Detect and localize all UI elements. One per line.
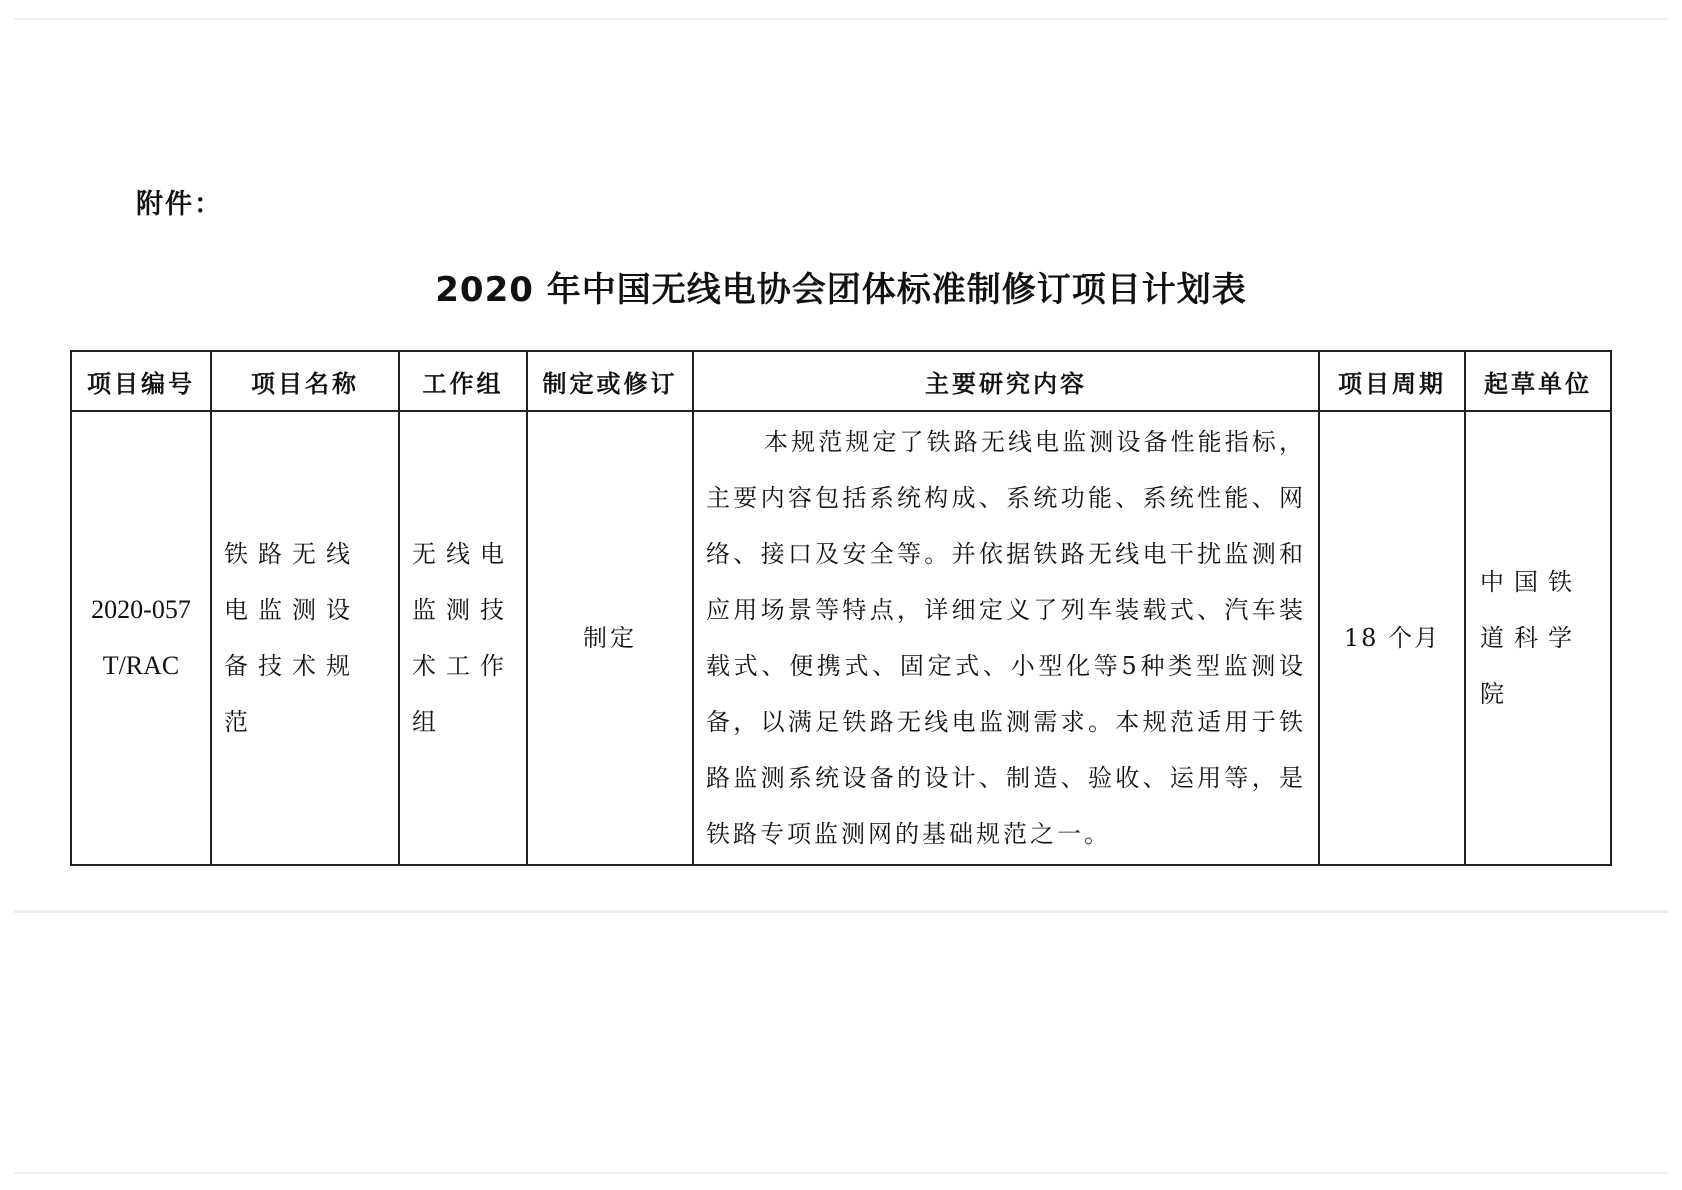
cell-type: 制定 <box>527 411 693 865</box>
project-no-line1: 2020-057 <box>91 595 191 624</box>
scan-edge-bottom <box>14 1172 1668 1174</box>
header-drafting-unit: 起草单位 <box>1465 351 1611 411</box>
project-plan-table <box>70 350 1612 866</box>
header-content: 主要研究内容 <box>693 351 1319 411</box>
header-project-no: 项目编号 <box>71 351 211 411</box>
cell-period: 18 个月 <box>1319 411 1465 865</box>
table-row <box>71 411 1611 865</box>
header-period: 项目周期 <box>1319 351 1465 411</box>
cell-content: 本规范规定了铁路无线电监测设备性能指标，主要内容包括系统构成、系统功能、系统性能、网络、接口及安全等。并依据铁路无线电干扰监测和应用场景等特点，详细定义了列车装载式、汽车装载式、便携式、固定式、小型化等5种类型监测设备，以满足铁路无线电监测需求。本规范适用于铁路监测系统设备的设计、制造、验收、运用等，是铁路专项监测网的基础规范之一。 <box>693 411 1319 865</box>
scan-edge-top <box>14 18 1668 20</box>
cell-project-no <box>71 411 211 865</box>
document-title: 2020 年中国无线电协会团体标准制修订项目计划表 <box>435 270 1247 310</box>
cell-project-name: 铁路无线电监测设备技术规范 <box>211 411 399 865</box>
header-project-name: 项目名称 <box>211 351 399 411</box>
attachment-label: 附件： <box>136 189 223 220</box>
header-type: 制定或修订 <box>527 351 693 411</box>
project-no-line2: T/RAC <box>102 651 180 680</box>
header-working-group: 工作组 <box>399 351 527 411</box>
scan-edge-fold <box>14 910 1668 913</box>
cell-drafting-unit: 中国铁道科学院 <box>1465 411 1611 865</box>
table-header-row <box>71 351 1611 411</box>
cell-working-group: 无线电监测技术工作组 <box>399 411 527 865</box>
